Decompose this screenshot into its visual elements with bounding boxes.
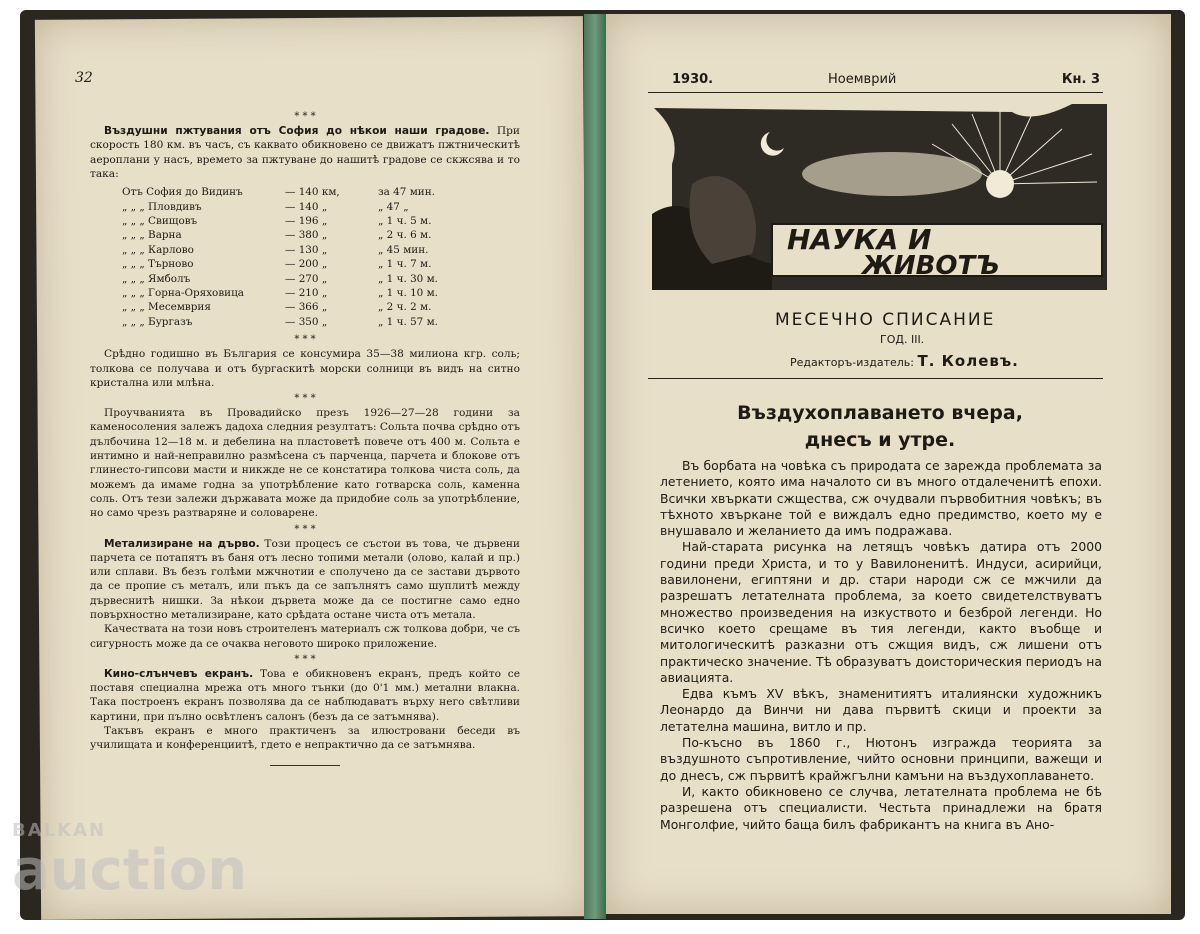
salt-deposit-text: Проучванията въ Провадийско презъ 1926—27—28 години за каменосоления залежъ дадоха следния резултатъ: Сольта почва срѣдно отъ дълбочина 12—18 м. и дебелина на пластоветѣ повече отъ 400 м. Сольта е интимно и най-неправилно размѣсена съ парченца, парчета и блокове отъ глинесто-гипсови масти и никжде не се констатира толкова чиста соль, да можемъ да имаме годна за употрѣбление като готварска соль, каменна соль. Отъ тези залежи държавата може да придобие соль за употрѣбление, но само чрезъ разтваряне и соловарене. bbox=[90, 407, 520, 520]
route-row bbox=[118, 286, 442, 300]
route-table bbox=[118, 185, 442, 329]
masthead-rule bbox=[648, 378, 1103, 379]
article-title-line1: Въздухоплаването вчера, bbox=[737, 402, 1023, 424]
page-number: 32 bbox=[75, 70, 93, 86]
route-distance: — 380 „ bbox=[285, 229, 328, 242]
air-travel-text: При скорость 180 км. въ часъ, съ каквато обикновено се движатъ пжтническитѣ аероплани у насъ, времето за пжтуване до нашитѣ градове се скжсява и то така: bbox=[90, 125, 520, 180]
route-row bbox=[118, 300, 442, 314]
masthead-title-line1: НАУКА И bbox=[787, 223, 932, 256]
route-time: „ 1 ч. 10 м. bbox=[378, 287, 438, 300]
route-row bbox=[118, 257, 442, 271]
route-distance: — 196 „ bbox=[285, 215, 328, 227]
cinema-screen-text-2: Такъвъ екранъ е много практиченъ за илюстровани беседи въ училищата и конференциитѣ, гдето е непрактично да се затъмнява. bbox=[90, 725, 520, 752]
route-distance: — 210 „ bbox=[285, 287, 328, 300]
cinema-screen-section bbox=[90, 667, 520, 724]
issue-month: Ноемврий bbox=[828, 72, 897, 87]
watermark-line1: BALKAN bbox=[12, 820, 107, 841]
route-time: за 47 мин. bbox=[378, 186, 435, 199]
article-paragraph: Едва къмъ XV вѣкъ, знаменитиятъ италиянски художникъ Леонардо да Винчи ни дава първитѣ скици и проекти за летателна машина, витло и пр. bbox=[660, 686, 1102, 734]
route-time: „ 2 ч. 2 м. bbox=[378, 301, 432, 314]
cinema-screen-text: Това е обикновенъ екранъ, предъ който се поставя специална мрежа отъ много тънки (до 0'1 мм.) метални влакна. Така построенъ екранъ позволява да се наблюдаватъ върху него свѣтливи картини, при пълно освѣтленъ салонъ (безъ да се затъмнява). bbox=[90, 667, 521, 723]
issue-book-number: Кн. 3 bbox=[1061, 72, 1100, 87]
header-rule bbox=[648, 92, 1103, 93]
route-city: „ „ „ Варна bbox=[122, 229, 182, 242]
section-separator: * * * bbox=[294, 111, 316, 122]
air-travel-section bbox=[90, 124, 520, 181]
wood-metallization-text: Този процесъ се състои въ това, че дървени парчета се потапятъ въ баня отъ лесно топими метали (олово, калай и пр.) или сплави. Въ безъ голѣми мжчнотии е сполучено да се застави дървото да се пропие съ металъ, или пъкъ да се запълнятъ само шуплитѣ между дървеснитѣ нишки. За нѣкои дървета може да се постигне само едно повърхностно метализиране, като срѣдата остане чиста отъ метала. bbox=[90, 537, 520, 621]
route-city: „ „ „ Търново bbox=[122, 258, 194, 271]
editor-line bbox=[790, 352, 1019, 370]
route-distance: — 140 „ bbox=[285, 200, 328, 213]
masthead-year-mark: 1928 bbox=[742, 278, 773, 290]
editor-label: Редакторъ-издатель: bbox=[790, 356, 914, 369]
section-separator: * * * bbox=[294, 393, 316, 405]
salt-consumption-text: Срѣдно годишно въ България се консумира 35—38 милиона кгр. соль; толкова се получава и отъ бургаскитѣ морски солници въ видъ на ситно кристална или млѣна. bbox=[90, 348, 520, 389]
route-distance: — 270 „ bbox=[285, 272, 328, 285]
article-paragraph: И, както обикновено се случва, летателната проблема не бѣ разрешена отъ специалисти. Честьта принадлежи на братя Монголфие, чийто баща билъ фабрикантъ на книга въ Ано- bbox=[660, 783, 1102, 832]
route-row bbox=[118, 272, 442, 286]
route-row bbox=[118, 228, 442, 242]
wood-metallization-text-2: Качествата на този новъ строителенъ материалъ сж толкова добри, че съ сигурность може да се очаква неговото широко приложение. bbox=[90, 623, 520, 650]
left-page-content bbox=[90, 108, 520, 766]
route-city: „ „ „ Месемврия bbox=[122, 301, 211, 314]
article-body bbox=[660, 458, 1102, 833]
book-spine bbox=[584, 14, 606, 919]
wood-metallization-section bbox=[90, 537, 520, 623]
masthead-illustration bbox=[652, 104, 1107, 290]
route-distance: — 366 „ bbox=[285, 301, 328, 314]
end-divider bbox=[270, 765, 340, 766]
route-row bbox=[118, 243, 442, 257]
route-city: „ „ „ Свищовъ bbox=[122, 215, 198, 227]
route-city: Отъ София до Видинъ bbox=[122, 186, 243, 199]
route-distance: — 200 „ bbox=[285, 258, 328, 271]
route-time: „ 1 ч. 30 м. bbox=[378, 272, 438, 285]
route-row bbox=[118, 315, 442, 329]
masthead-title-line2: ЖИВОТЪ bbox=[862, 251, 1000, 281]
route-city: „ „ „ Горна-Оряховица bbox=[122, 287, 244, 300]
route-distance: — 130 „ bbox=[285, 243, 328, 256]
section-separator: * * * bbox=[294, 653, 316, 665]
editor-name: Т. Колевъ. bbox=[917, 352, 1019, 370]
route-time: „ 47 „ bbox=[378, 200, 409, 213]
route-row bbox=[118, 185, 442, 199]
route-time: „ 1 ч. 7 м. bbox=[378, 258, 432, 271]
article-paragraph: По-късно въ 1860 г., Нютонъ изгражда теорията за въздушното съпротивление, чийто основни принципи, важещи и до днесъ, сж първитѣ крайжгълни камъни на въздухоплаването. bbox=[660, 735, 1102, 783]
article-paragraph: Въ борбата на човѣка съ природата се зарежда проблемата за летението, която има началото си въ много отдалеченитѣ епохи. Всички хвъркати сжщества, сж очудвали първобитния човѣкъ; въ тѣхното хвъркане той е виждалъ едно предимство, което му е внушавало и желанието да имъ подражава. bbox=[660, 458, 1102, 539]
section-separator: * * * bbox=[294, 334, 316, 346]
route-time: „ 45 мин. bbox=[378, 243, 429, 256]
section-separator: * * * bbox=[294, 523, 316, 535]
masthead-graphic bbox=[652, 104, 1107, 290]
air-travel-heading: Въздушни пжтувания отъ София до нѣкои наши градове. bbox=[104, 125, 490, 137]
wood-metallization-heading: Метализиране на дърво. bbox=[104, 537, 260, 550]
route-city: „ „ „ Пловдивъ bbox=[122, 200, 202, 213]
article-title bbox=[660, 400, 1100, 454]
article-paragraph: Най-старата рисунка на летящъ човѣкъ датира отъ 2000 години преди Христа, и то у Вавилоненитѣ. Индуси, асирийци, вавилонени, египтяни и др. стари народи сж се мжчили да разрешатъ летателната проблема, за което свидетелствуватъ множество произведения на изкуството и безброй легенди. Но всичко което срещаме въ тия легенди, както въобще и митологическитѣ разказни отъ сжщия видъ, сж лишени отъ практическо значение. Тѣ образуватъ доисторическия периодъ на авиацията. bbox=[660, 539, 1102, 685]
route-city: „ „ „ Бургазъ bbox=[122, 315, 193, 328]
route-city: „ „ „ Карлово bbox=[122, 243, 194, 256]
route-distance: — 350 „ bbox=[285, 315, 328, 328]
magazine-subtitle: МЕСЕЧНО СПИСАНИЕ bbox=[775, 310, 996, 330]
magazine-volume: ГОД. III. bbox=[880, 333, 925, 346]
route-time: „ 1 ч. 5 м. bbox=[378, 215, 432, 227]
cinema-screen-heading: Кино-слънчевъ екранъ. bbox=[104, 667, 254, 680]
article-title-line2: днесъ и утре. bbox=[804, 429, 956, 451]
watermark-logo bbox=[12, 820, 248, 903]
route-time: „ 1 ч. 57 м. bbox=[378, 315, 438, 328]
route-row bbox=[118, 200, 442, 214]
route-time: „ 2 ч. 6 м. bbox=[378, 229, 432, 242]
issue-year: 1930. bbox=[672, 72, 714, 87]
watermark-line2: auction bbox=[12, 838, 248, 903]
route-city: „ „ „ Ямболъ bbox=[122, 272, 191, 285]
route-distance: — 140 км, bbox=[285, 186, 340, 199]
route-row bbox=[118, 214, 442, 228]
